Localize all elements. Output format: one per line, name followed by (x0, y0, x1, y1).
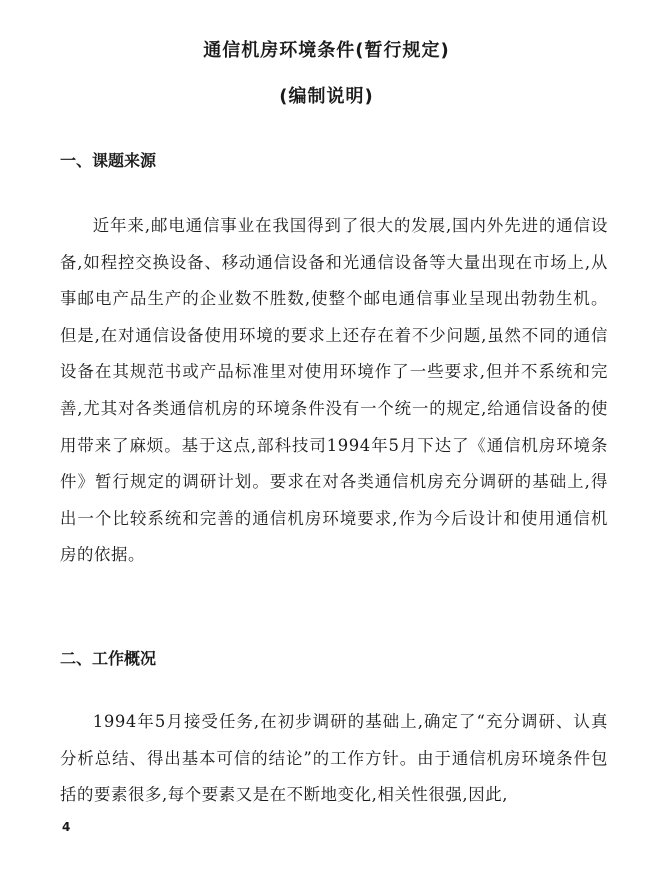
document-title: 通信机房环境条件(暂行规定) (203, 40, 450, 61)
section-heading-source: 一、课题来源 (60, 151, 157, 170)
page-number: 4 (62, 820, 71, 834)
section-heading-overview: 二、工作概况 (60, 649, 157, 668)
section-paragraph-source: 近年来,邮电通信事业在我国得到了很大的发展,国内外先进的通信设备,如程控交换设备、移动通信设备和光通信设备等大量出现在市场上,从事邮电产品生产的企业数不胜数,使整个邮电通信事业呈现出勃勃生机。但是,在对通信设备使用环境的要求上还存在着不少问题,虽然不同的通信设备在其规范书或产品标准里对使用环境作了一些要求,但并不系统和完善,尤其对各类通信机房的环境条件没有一个统一的规定,给通信设备的使用带来了麻烦。基于这点,部科技司1994年5月下达了《通信机房环境条件》暂行规定的调研计划。要求在对各类通信机房充分调研的基础上,得出一个比较系统和完善的通信机房环境要求,作为今后设计和使用通信机房的依据。 (60, 216, 608, 565)
section-paragraph-overview: 1994年5月接受任务,在初步调研的基础上,确定了“充分调研、认真分析总结、得出基本可信的结论”的工作方针。由于通信机房环境条件包括的要素很多,每个要素又是在不断地变化,相关性很强,因此, (60, 712, 608, 805)
document-subtitle: (编制说明) (279, 86, 374, 107)
